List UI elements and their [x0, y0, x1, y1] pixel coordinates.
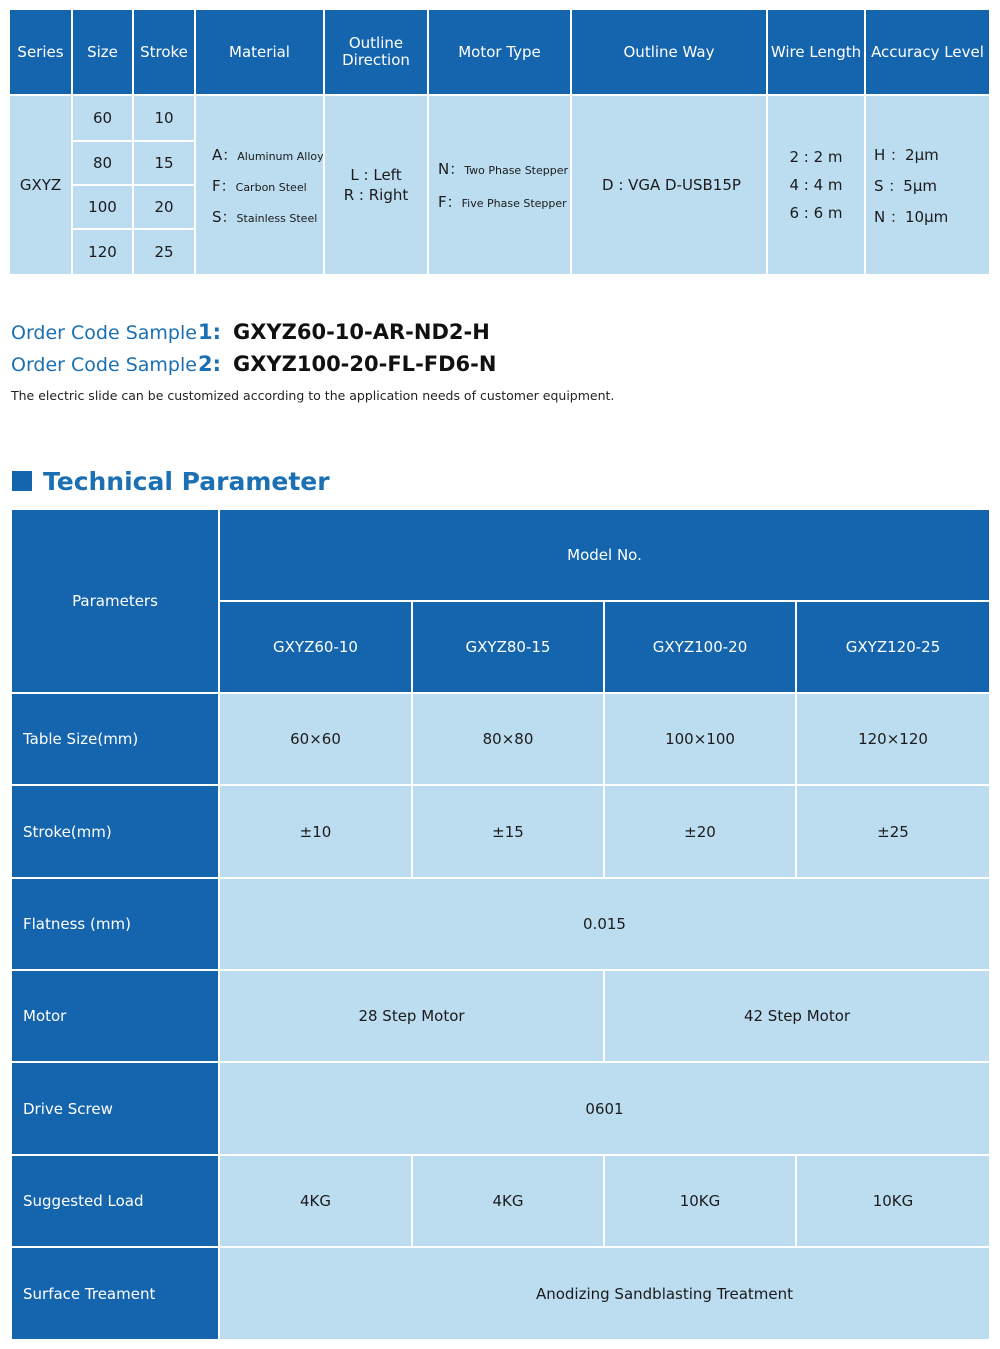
size-cell: 100 — [73, 186, 132, 228]
material-cell — [196, 96, 323, 274]
row-label-stroke: Stroke(mm) — [12, 786, 218, 877]
suggested-load-cell: 4KG — [413, 1156, 603, 1246]
size-cell: 60 — [73, 96, 132, 140]
square-bullet-icon — [12, 471, 32, 491]
wire-length-option: 6 : 6 m — [789, 204, 843, 222]
order-code-sample-2 — [11, 352, 496, 382]
stroke-cell: 15 — [134, 142, 194, 184]
direction-option: R : Right — [343, 186, 409, 204]
wire-length-option: 4 : 4 m — [789, 176, 843, 194]
header-outline-way: Outline Way — [572, 10, 766, 94]
surface-treatment-cell: Anodizing Sandblasting Treatment — [220, 1248, 989, 1339]
header-material: Material — [196, 10, 323, 94]
flatness-cell: 0.015 — [220, 879, 989, 969]
header-outline-direction-line1: Outline — [348, 34, 404, 52]
model-header: GXYZ100-20 — [605, 602, 795, 692]
accuracy-option: N ：10μm — [874, 207, 949, 226]
model-no-header: Model No. — [220, 510, 989, 600]
size-cell: 80 — [73, 142, 132, 184]
stroke-value-cell: ±20 — [605, 786, 795, 877]
sample-code: GXYZ60-10-AR-ND2-H — [232, 320, 490, 344]
motor-cell: 28 Step Motor — [220, 971, 603, 1061]
order-code-table — [10, 10, 989, 274]
material-option: F：Carbon Steel — [212, 176, 307, 195]
row-label-flatness: Flatness (mm) — [12, 879, 218, 969]
material-option: S：Stainless Steel — [212, 207, 318, 226]
stroke-cell: 20 — [134, 186, 194, 228]
section-title-text: Technical Parameter — [43, 466, 330, 496]
wire-length-cell — [768, 96, 864, 274]
order-code-sample-1 — [11, 320, 490, 350]
table-size-cell: 80×80 — [413, 694, 603, 784]
header-motor-type: Motor Type — [429, 10, 570, 94]
accuracy-option: S ：5μm — [874, 176, 937, 195]
motor-type-option: F：Five Phase Stepper — [438, 193, 567, 211]
motor-type-cell — [429, 96, 570, 274]
size-cell: 120 — [73, 230, 132, 274]
row-label-table-size: Table Size(mm) — [12, 694, 218, 784]
motor-type-option: N：Two Phase Stepper — [438, 160, 569, 178]
direction-cell — [325, 96, 427, 274]
suggested-load-cell: 10KG — [605, 1156, 795, 1246]
header-accuracy-level: Accuracy Level — [866, 10, 989, 94]
header-outline-direction-line2: Direction — [342, 51, 410, 69]
header-series: Series — [10, 10, 71, 94]
model-header: GXYZ120-25 — [797, 602, 989, 692]
sample-number: 1: — [197, 320, 221, 344]
table-size-cell: 120×120 — [797, 694, 989, 784]
sample-number: 2: — [197, 352, 221, 376]
row-label-surface-treatment: Surface Treament — [12, 1248, 218, 1339]
stroke-cell: 10 — [134, 96, 194, 140]
material-option: A：Aluminum Alloy — [212, 145, 324, 164]
row-label-suggested-load: Suggested Load — [12, 1156, 218, 1246]
header-size: Size — [73, 10, 132, 94]
technical-parameter-table — [12, 510, 989, 1339]
drive-screw-cell: 0601 — [220, 1063, 989, 1154]
section-title — [12, 465, 330, 497]
stroke-value-cell: ±10 — [220, 786, 411, 877]
motor-cell: 42 Step Motor — [605, 971, 989, 1061]
parameters-header: Parameters — [12, 510, 218, 692]
table-size-cell: 100×100 — [605, 694, 795, 784]
model-header: GXYZ80-15 — [413, 602, 603, 692]
header-wire-length: Wire Length — [768, 10, 864, 94]
stroke-value-cell: ±15 — [413, 786, 603, 877]
row-label-drive-screw: Drive Screw — [12, 1063, 218, 1154]
suggested-load-cell: 10KG — [797, 1156, 989, 1246]
sample-label: Order Code Sample — [11, 354, 197, 376]
accuracy-option: H ：2μm — [874, 145, 939, 164]
accuracy-level-cell — [866, 96, 989, 274]
header-outline-direction — [325, 10, 427, 94]
suggested-load-cell: 4KG — [220, 1156, 411, 1246]
table-size-cell: 60×60 — [220, 694, 411, 784]
sample-label: Order Code Sample — [11, 322, 197, 344]
sample-code: GXYZ100-20-FL-FD6-N — [232, 352, 497, 376]
wire-length-option: 2 : 2 m — [789, 148, 843, 166]
model-header: GXYZ60-10 — [220, 602, 411, 692]
outline-way-cell: D : VGA D-USB15P — [572, 96, 766, 274]
series-cell: GXYZ — [10, 96, 71, 274]
direction-option: L : Left — [350, 166, 402, 184]
stroke-cell: 25 — [134, 230, 194, 274]
row-label-motor: Motor — [12, 971, 218, 1061]
stroke-value-cell: ±25 — [797, 786, 989, 877]
customization-note: The electric slide can be customized according to the application needs of customer equipment. — [11, 388, 615, 403]
header-stroke: Stroke — [134, 10, 194, 94]
